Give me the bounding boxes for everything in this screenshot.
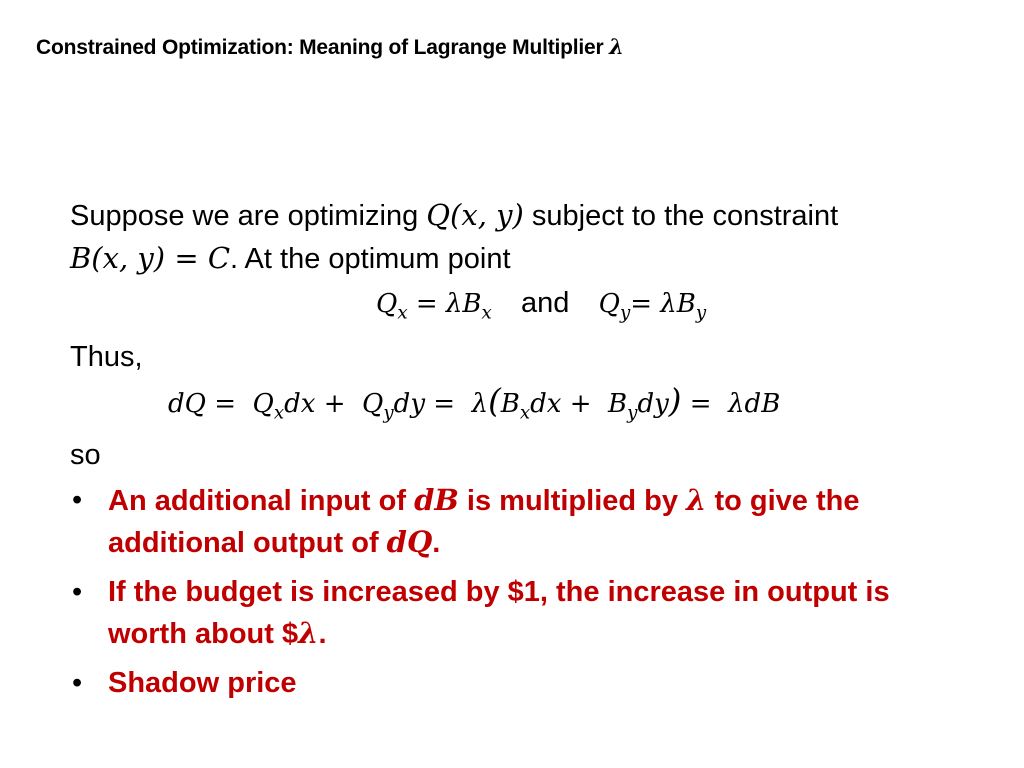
intro-line-2: B(x, y) = C. At the optimum point (70, 241, 511, 275)
bullet-dot-icon: • (72, 484, 83, 516)
math-q-xy: Q(x, y) (426, 198, 524, 232)
eq-qy: $Q_y= \lambda B_y$ (598, 289, 707, 324)
and-word: and (521, 287, 570, 319)
bullet-item: • Shadow price (70, 663, 970, 704)
slide-title: Constrained Optimization: Meaning of Lagrange Multiplier λ (36, 34, 624, 59)
thus-label: Thus, (70, 341, 143, 373)
total-differential-equation: dQ = $Q_xdx + Q_ydy = \lambda(B_xdx + B_ydy) = \lambda dB$ (168, 382, 781, 424)
bullet-list (70, 480, 970, 712)
lambda-symbol: λ (609, 34, 624, 59)
bullet-dot-icon: • (72, 576, 83, 608)
so-label: so (70, 439, 101, 471)
math-constraint: B(x, y) = C (70, 241, 231, 275)
bullet-item: • If the budget is increased by $1, the increase in output is worth about $λ. (70, 572, 970, 655)
intro-line-1: Suppose we are optimizing Q(x, y) subject to the constraint (70, 198, 839, 232)
bullet-dot-icon: • (72, 667, 83, 699)
bullet-item: • An additional input of dB is multiplied by λ to give the additional output of dQ. (70, 480, 970, 564)
optimality-conditions (376, 282, 706, 325)
eq-qx: $Q_x = \lambda B_x$ (376, 289, 492, 324)
slide-body (70, 194, 990, 699)
